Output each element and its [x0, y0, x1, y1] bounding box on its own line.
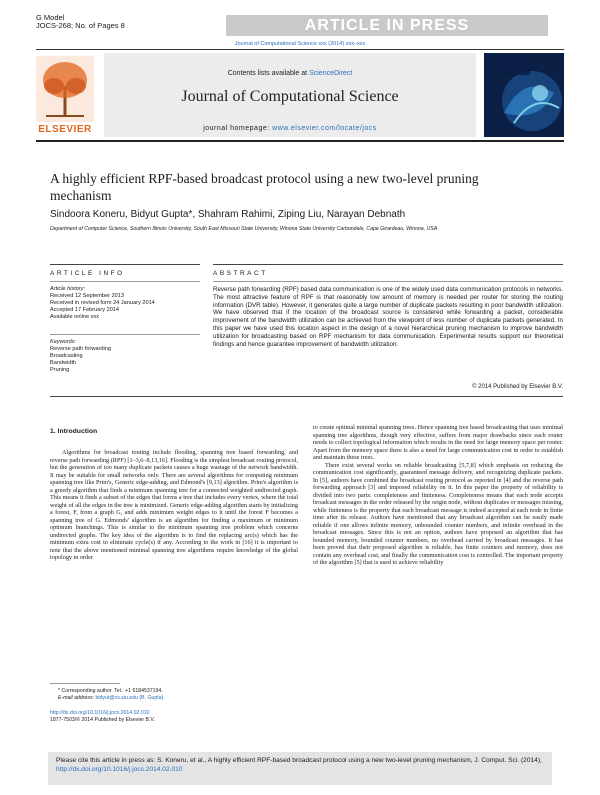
contents-line: Contents lists available at ScienceDirect [227, 70, 353, 77]
info-rule-sub [50, 281, 200, 282]
homepage-link[interactable]: www.elsevier.com/locate/jocs [272, 125, 377, 132]
abstract-rule-top [213, 264, 563, 265]
paper-title: A highly efficient RPF-based broadcast protocol using a new two-level pruning mechanism [50, 171, 479, 203]
header-rule-bottom [36, 140, 564, 142]
article-info-label: ARTICLE INFO [50, 270, 125, 277]
citation-box: Please cite this article in press as: S. Koneru, et al., A highly efficient RPF-based broadcast protocol using a new two-level pruning mechanism, J. Comput. Sci. (2014), http://dx.doi.org/10.1016/j.jocs.2014.02.010 [48, 752, 552, 785]
info-rule-top [50, 264, 200, 265]
citation-doi-link[interactable]: http://dx.doi.org/10.1016/j.jocs.2014.02.010 [56, 766, 183, 773]
email-link[interactable]: bidyut@cs.siu.edu (B. Gupta). [95, 694, 165, 701]
left-paragraph-1: Algorithms for broadcast routing include flooding, spanning tree based forwarding, and reverse path forwarding (RPF) [1–3,6–8,13,16]. Flooding is the simplest broadcast routing protocol, but the generation of too many duplicate packets causes a huge wastage of the network bandwidth. It may be suitable for small networks only. There are several algorithms for computing minimum spanning tree like Prim's, Generic edge-adding, and Edmond's [9,13] algorithm. Prim's algorithm is a greedy algorithm that finds a minimum spanning tree for a connected weighted undirected graph. This means it finds a subset of the edges that forms a tree that includes every vertex, where the total weight of all the edges in the tree is minimized. Generic edge-adding algorithm starts by initializing a forest, F, from a graph G, and adds minimum weight edges to it until the forest F becomes a spanning tree of G. Edmonds' algorithm is an algorithm for finding a maximum or minimum optimum branchings. This is similar to the minimum spanning tree problem which concerns undirected graphs. The key idea of the algorithm is to find the replacing arc(s) which has the minimum extra cost to eliminate cycle(s) if any. According to the work in [16] it is important to note that the above mentioned minimal spanning tree algorithms require knowledge of the global topology in order [50, 449, 298, 561]
header-rule-top [36, 49, 564, 50]
footnote-corresponding: * Corresponding author. Tel.: +1 6184537194. E-mail address: bidyut@cs.siu.edu (B. Gupta). [58, 688, 165, 701]
affiliation: Department of Computer Science, Southern Illinois University, South East Missouri State University, Winona State University Carbondale, Cape Girardeau, Winona, USA [50, 226, 438, 232]
author-list: Sindoora Koneru, Bidyut Gupta*, Shahram Rahimi, Ziping Liu, Narayan Debnath [50, 209, 406, 220]
gmodel-label: G Model JOCS-268; No. of Pages 8 [36, 13, 125, 30]
journal-cover-image [484, 53, 564, 137]
elsevier-tree-icon [36, 56, 94, 134]
abstract-label: ABSTRACT [213, 270, 268, 277]
abstract-text: Reverse path forwarding (RPF) based data communication is one of the widely used data communication protocols in networks. The most attractive feature of RPF is that reasonably low amount of memory is needed per router for storing the routing information (DVR table). However, it generates quite a large number of duplicate packets resulting in poor bandwidth utilization. We have observed that if the location of the broadcast source is considered while forwarding a packet, considerable improvement of the bandwidth utilization can be achieved from the viewpoint of less number of duplicate packets generated. In this paper we have used this location aspect in the design of a novel hierarchical pruning mechanism to improve bandwidth utilization for broadcasting based on RPF mechanism for data communication. Experimental results support our theoretical findings and hence guarantee improvement of bandwidth utilization. [213, 286, 563, 348]
right-column [313, 424, 563, 567]
sciencedirect-link[interactable]: ScienceDirect [309, 70, 353, 77]
keywords-rule [50, 334, 200, 335]
right-paragraph-2: There exist several works on reliable broadcasting [5,7,8] which emphasis on reducing the communication cost significantly, guaranteed message delivery, and recognizing duplicate packets. In [5], authors have combined the broadcast routing protocol as reported in [4] and the reverse path forwarding approach [3] and imposed reliability on it. In this paper the property of reliability is divided into two parts: completeness and finiteness. Completeness means that each node accepts broadcast messages in the order released by the origin node, without duplicates or messages missing, while finiteness is the property that each broadcast message is indeed accepted at each node in finite time after its release. Authors have mentioned that any broadcast algorithm can be easily made reliable if one allows infinite memory, unbounded counter numbers, and infinite overhead in the broadcast messages. Since this is not an option, authors have proposed an algorithm that has bounded memory, bounded counter numbers, no overhead carried by broadcast messages. It has been proved that their proposed algorithm is reliable, has finite counters and memory, does not contain any overhead cost, and finally the communication cost is controlled. The important property of the algorithm [5] that is used to achieve reliability [313, 461, 563, 566]
elsevier-wordmark: ELSEVIER [38, 124, 92, 135]
journal-citation-link[interactable]: Journal of Computational Science xxx (2014) xxx–xxx [234, 41, 366, 47]
journal-title: Journal of Computational Science [181, 88, 399, 105]
copyright-line: © 2014 Published by Elsevier B.V. [472, 384, 563, 390]
section-introduction-heading: 1. Introduction [50, 428, 98, 435]
journal-homepage: journal homepage: www.elsevier.com/locate/jocs [203, 125, 377, 132]
article-in-press-banner: ARTICLE IN PRESS [226, 15, 548, 36]
footnote-rule [50, 683, 120, 684]
footnote-doi: http://dx.doi.org/10.1016/j.jocs.2014.02.010 1877-7503/© 2014 Published by Elsevier B.V. [50, 710, 300, 723]
abstract-rule-bottom [50, 396, 563, 397]
article-history: Article history: Received 12 September 2013 Received in revised form 24 January 2014 Accepted 17 February 2014 Available online xxx [50, 286, 155, 320]
keywords: Keywords: Reverse path forwarding Broadcasting Bandwidth Pruning [50, 339, 111, 373]
abstract-rule-sub [213, 281, 563, 282]
left-column [50, 449, 298, 562]
doi-link[interactable]: http://dx.doi.org/10.1016/j.jocs.2014.02.010 [50, 710, 150, 716]
right-paragraph-1: to create optimal minimal spanning trees. Hence spanning tree based broadcasting that uses minimal spanning tree algorithms, though very effective, suffers from major drawbacks since each router needs to collect topological information which results in the need for large memory space per router. Apart from the memory space there is also a need for large communication cost in order to establish and maintain these trees. [313, 424, 563, 461]
